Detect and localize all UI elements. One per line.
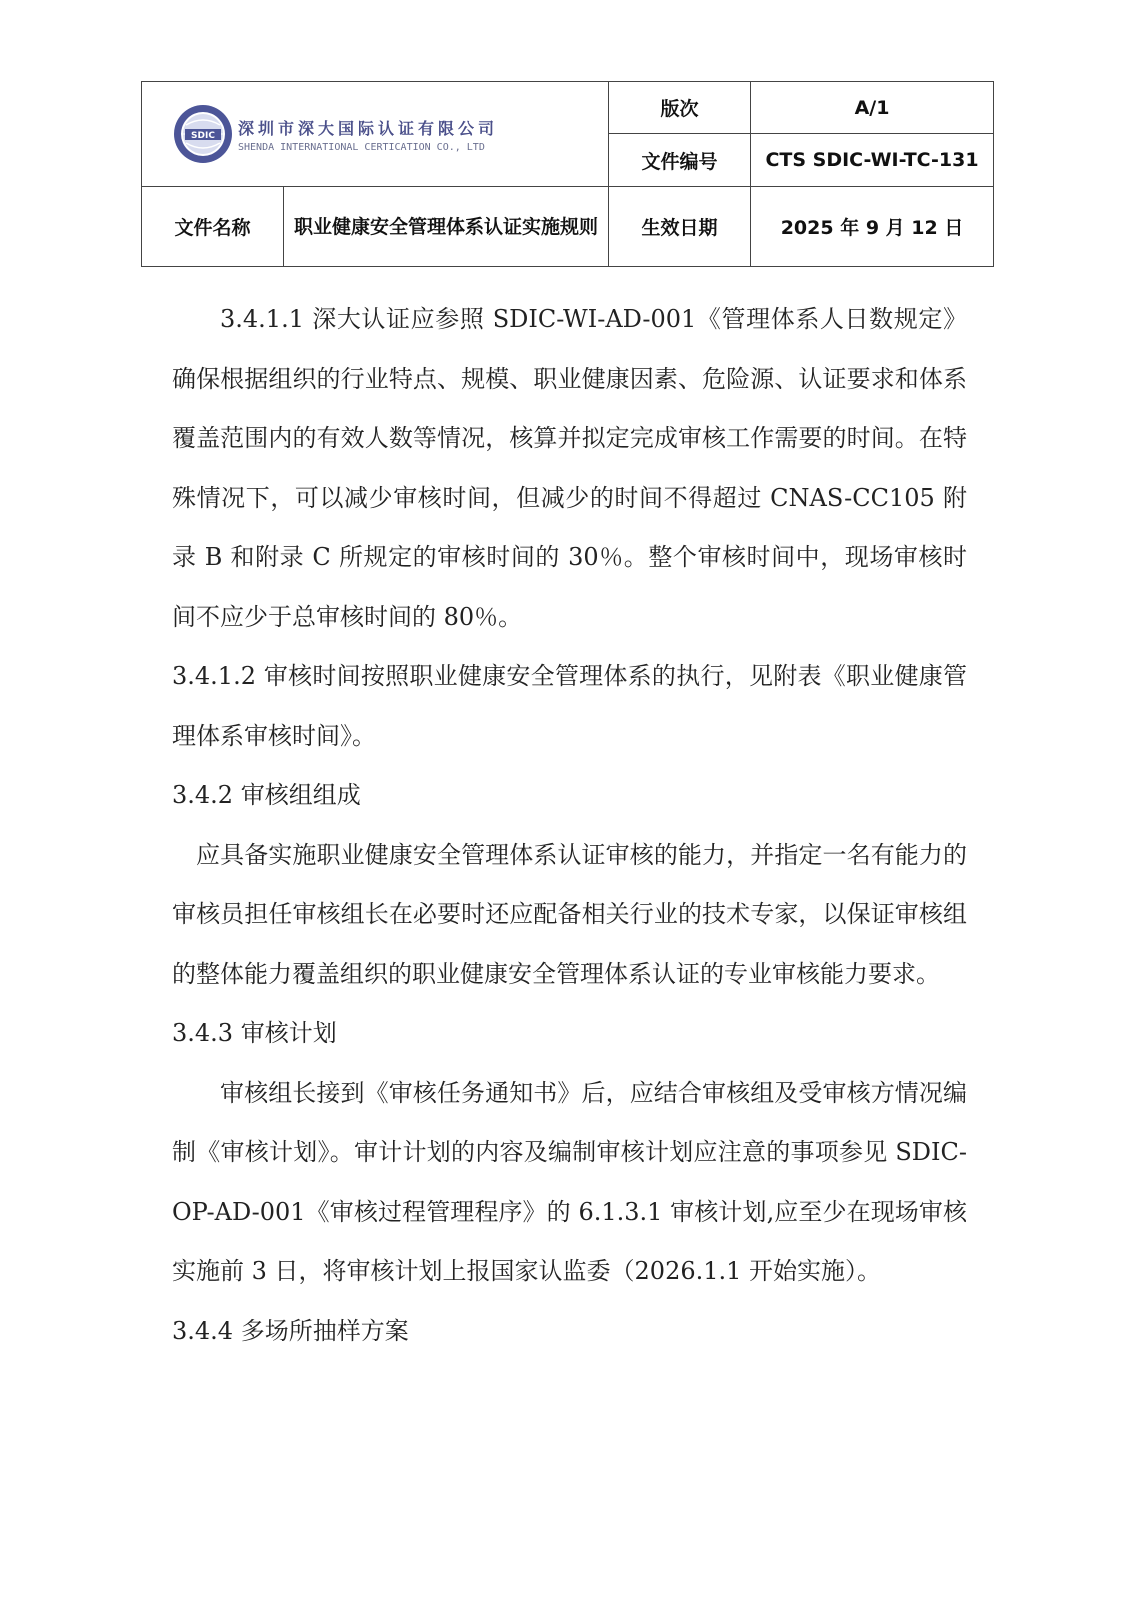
paragraph-3-4-1-2: 3.4.1.2 审核时间按照职业健康安全管理体系的执行，见附表《职业健康管理体系审核时间》。 bbox=[172, 662, 967, 750]
document-number-value: CTS SDIC-WI-TC-131 bbox=[751, 134, 994, 187]
paragraph-3-4-1-1: 3.4.1.1 深大认证应参照 SDIC-WI-AD-001《管理体系人日数规定》确保根据组织的行业特点、规模、职业健康因素、危险源、认证要求和体系覆盖范围内的有效人数等情况，核算并拟定完成审核工作需要的时间。在特殊情况下，可以减少审核时间，但减少的时间不得超过 CNAS-CC105 附录 B 和附录 C 所规定的审核时间的 30％。整个审核时间中，现场审核时间不应少于总审核时间的 80％。 bbox=[172, 305, 967, 631]
effective-date-label: 生效日期 bbox=[609, 187, 751, 267]
document-name-label: 文件名称 bbox=[142, 187, 284, 267]
paragraph-audit-team: 应具备实施职业健康安全管理体系认证审核的能力，并指定一名有能力的审核员担任审核组长在必要时还应配备相关行业的技术专家，以保证审核组的整体能力覆盖组织的职业健康安全管理体系认证的专业审核能力要求。 bbox=[172, 840, 967, 988]
company-name-en: SHENDA INTERNATIONAL CERTICATION CO., LTD bbox=[238, 141, 485, 153]
heading-3-4-2: 3.4.2 审核组组成 bbox=[172, 781, 361, 809]
company-seal-logo-icon bbox=[172, 103, 234, 165]
company-name-cn: 深圳市深大国际认证有限公司 bbox=[238, 118, 499, 138]
heading-3-4-4: 3.4.4 多场所抽样方案 bbox=[172, 1316, 409, 1345]
document-header-table bbox=[141, 81, 994, 267]
document-body bbox=[172, 290, 967, 1361]
paragraph-audit-plan: 审核组长接到《审核任务通知书》后，应结合审核组及受审核方情况编制《审核计划》。审计计划的内容及编制审核计划应注意的事项参见 SDIC-OP-AD-001《审核过程管理程序》的 6.1.3.1 审核计划,应至少在现场审核实施前 3 日，将审核计划上报国家认监委（2026.1.1 开始实施）。 bbox=[172, 1078, 967, 1285]
version-value: A/1 bbox=[751, 82, 994, 134]
effective-date-value: 2025 年 9 月 12 日 bbox=[751, 187, 994, 267]
document-number-label: 文件编号 bbox=[609, 134, 751, 187]
heading-3-4-3: 3.4.3 审核计划 bbox=[172, 1019, 337, 1047]
version-label: 版次 bbox=[609, 82, 751, 134]
company-logo-cell bbox=[142, 82, 609, 187]
logo-sdic-text: SDIC bbox=[191, 131, 215, 141]
document-name-value: 职业健康安全管理体系认证实施规则 bbox=[284, 187, 609, 267]
